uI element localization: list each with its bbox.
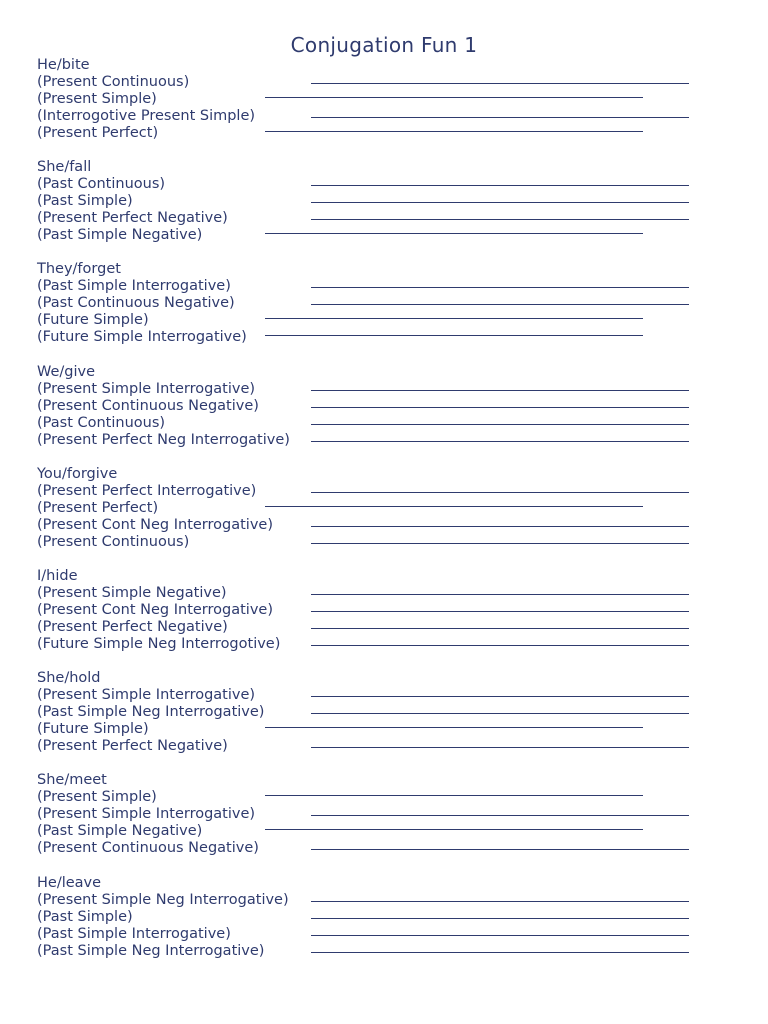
answer-blank-line[interactable] xyxy=(265,506,643,507)
tense-label: (Present Cont Neg Interrogative) xyxy=(37,602,273,618)
tense-label: (Past Simple Negative) xyxy=(37,227,203,243)
subject-verb-heading: We/give xyxy=(37,364,96,380)
tense-label: (Present Continuous Negative) xyxy=(37,840,259,856)
tense-label: (Present Continuous) xyxy=(37,534,190,550)
answer-blank-line[interactable] xyxy=(311,594,689,595)
conjugation-row xyxy=(37,704,737,721)
conjugation-row xyxy=(37,125,737,142)
answer-blank-line[interactable] xyxy=(265,829,643,830)
answer-blank-line[interactable] xyxy=(311,492,689,493)
answer-blank-line[interactable] xyxy=(311,849,689,850)
answer-blank-line[interactable] xyxy=(265,318,643,319)
answer-blank-line[interactable] xyxy=(311,918,689,919)
tense-label: (Past Continuous) xyxy=(37,176,166,192)
answer-blank-line[interactable] xyxy=(311,202,689,203)
conjugation-row xyxy=(37,721,737,738)
conjugation-row xyxy=(37,636,737,653)
conjugation-row xyxy=(37,227,737,244)
conjugation-row xyxy=(37,517,737,534)
answer-blank-line[interactable] xyxy=(311,696,689,697)
conjugation-row xyxy=(37,398,737,415)
tense-label: (Present Cont Neg Interrogative) xyxy=(37,517,273,533)
tense-label: (Present Continuous) xyxy=(37,74,190,90)
page-title: Conjugation Fun 1 xyxy=(290,33,478,57)
conjugation-row xyxy=(37,193,737,210)
answer-blank-line[interactable] xyxy=(311,526,689,527)
subject-verb-heading: She/meet xyxy=(37,772,107,788)
conjugation-row xyxy=(37,534,737,551)
conjugation-row xyxy=(37,619,737,636)
tense-label: (Future Simple Interrogative) xyxy=(37,329,247,345)
answer-blank-line[interactable] xyxy=(265,335,643,336)
answer-blank-line[interactable] xyxy=(311,815,689,816)
conjugation-row xyxy=(37,483,737,500)
conjugation-row xyxy=(37,295,737,312)
conjugation-row xyxy=(37,840,737,857)
conjugation-row xyxy=(37,176,737,193)
conjugation-row xyxy=(37,74,737,91)
tense-label: (Present Perfect) xyxy=(37,125,159,141)
tense-label: (Present Perfect) xyxy=(37,500,159,516)
conjugation-row xyxy=(37,789,737,806)
subject-verb-heading: They/forget xyxy=(37,261,121,277)
answer-blank-line[interactable] xyxy=(265,233,643,234)
tense-label: (Present Perfect Negative) xyxy=(37,738,228,754)
tense-label: (Past Simple Interrogative) xyxy=(37,278,231,294)
conjugation-row xyxy=(37,432,737,449)
tense-label: (Present Simple Negative) xyxy=(37,585,227,601)
tense-label: (Present Simple Interrogative) xyxy=(37,381,256,397)
subject-verb-heading: He/bite xyxy=(37,57,90,73)
answer-blank-line[interactable] xyxy=(311,287,689,288)
conjugation-row xyxy=(37,329,737,346)
answer-blank-line[interactable] xyxy=(265,727,643,728)
tense-label: (Present Perfect Neg Interrogative) xyxy=(37,432,290,448)
conjugation-row xyxy=(37,943,737,960)
answer-blank-line[interactable] xyxy=(311,952,689,953)
tense-label: (Past Simple) xyxy=(37,193,133,209)
conjugation-row xyxy=(37,926,737,943)
conjugation-row xyxy=(37,108,737,125)
answer-blank-line[interactable] xyxy=(311,628,689,629)
tense-label: (Future Simple) xyxy=(37,312,149,328)
answer-blank-line[interactable] xyxy=(311,901,689,902)
tense-label: (Interrogotive Present Simple) xyxy=(37,108,256,124)
conjugation-row xyxy=(37,91,737,108)
tense-label: (Future Simple Neg Interrogotive) xyxy=(37,636,281,652)
answer-blank-line[interactable] xyxy=(265,97,643,98)
subject-verb-heading: You/forgive xyxy=(37,466,118,482)
answer-blank-line[interactable] xyxy=(311,219,689,220)
tense-label: (Present Simple) xyxy=(37,91,157,107)
answer-blank-line[interactable] xyxy=(311,83,689,84)
conjugation-row xyxy=(37,585,737,602)
tense-label: (Past Simple) xyxy=(37,909,133,925)
tense-label: (Past Simple Interrogative) xyxy=(37,926,231,942)
tense-label: (Past Continuous Negative) xyxy=(37,295,235,311)
tense-label: (Past Continuous) xyxy=(37,415,166,431)
tense-label: (Present Simple Interrogative) xyxy=(37,687,256,703)
answer-blank-line[interactable] xyxy=(311,424,689,425)
tense-label: (Past Simple Neg Interrogative) xyxy=(37,943,265,959)
answer-blank-line[interactable] xyxy=(311,747,689,748)
tense-label: (Past Simple Neg Interrogative) xyxy=(37,704,265,720)
conjugation-row xyxy=(37,909,737,926)
tense-label: (Present Perfect Negative) xyxy=(37,210,228,226)
answer-blank-line[interactable] xyxy=(311,441,689,442)
tense-label: (Present Simple Neg Interrogative) xyxy=(37,892,289,908)
tense-label: (Present Perfect Negative) xyxy=(37,619,228,635)
tense-label: (Present Continuous Negative) xyxy=(37,398,259,414)
tense-label: (Present Simple Interrogative) xyxy=(37,806,256,822)
answer-blank-line[interactable] xyxy=(311,543,689,544)
conjugation-row xyxy=(37,415,737,432)
conjugation-row xyxy=(37,738,737,755)
subject-verb-heading: She/hold xyxy=(37,670,101,686)
subject-verb-heading: He/leave xyxy=(37,875,102,891)
answer-blank-line[interactable] xyxy=(265,795,643,796)
conjugation-row xyxy=(37,381,737,398)
answer-blank-line[interactable] xyxy=(265,131,643,132)
subject-verb-heading: I/hide xyxy=(37,568,78,584)
tense-label: (Past Simple Negative) xyxy=(37,823,203,839)
answer-blank-line[interactable] xyxy=(311,713,689,714)
conjugation-row xyxy=(37,210,737,227)
tense-label: (Future Simple) xyxy=(37,721,149,737)
answer-blank-line[interactable] xyxy=(311,611,689,612)
answer-blank-line[interactable] xyxy=(311,117,689,118)
conjugation-row xyxy=(37,602,737,619)
answer-blank-line[interactable] xyxy=(311,645,689,646)
answer-blank-line[interactable] xyxy=(311,185,689,186)
answer-blank-line[interactable] xyxy=(311,304,689,305)
conjugation-row xyxy=(37,806,737,823)
conjugation-row xyxy=(37,312,737,329)
conjugation-row xyxy=(37,500,737,517)
tense-label: (Present Perfect Interrogative) xyxy=(37,483,257,499)
answer-blank-line[interactable] xyxy=(311,407,689,408)
conjugation-row xyxy=(37,687,737,704)
conjugation-row xyxy=(37,892,737,909)
answer-blank-line[interactable] xyxy=(311,390,689,391)
answer-blank-line[interactable] xyxy=(311,935,689,936)
subject-verb-heading: She/fall xyxy=(37,159,92,175)
conjugation-row xyxy=(37,823,737,840)
conjugation-row xyxy=(37,278,737,295)
tense-label: (Present Simple) xyxy=(37,789,157,805)
